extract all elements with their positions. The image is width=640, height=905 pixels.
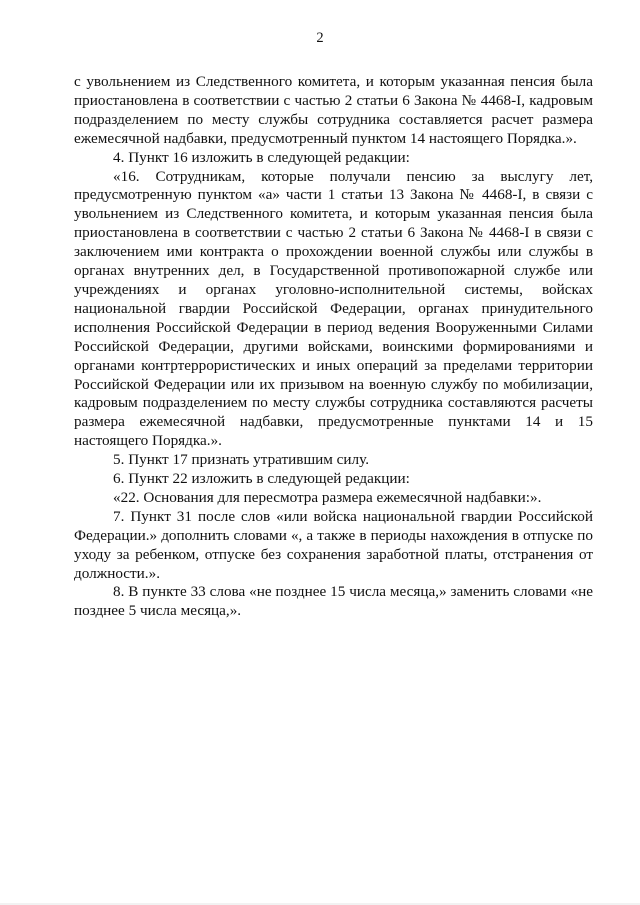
paragraph-item-7: 7. Пункт 31 после слов «или войска национальной гвардии Российской Федерации.» дополнить словами «, а также в периоды нахождения в отпуске по уходу за ребенком, отпуске без сохранения заработной платы, отстранения от должности.». — [74, 507, 593, 582]
paragraph-item-5: 5. Пункт 17 признать утратившим силу. — [113, 451, 369, 469]
document-body — [74, 73, 593, 621]
paragraph-item-4: 4. Пункт 16 изложить в следующей редакции: — [113, 148, 410, 166]
page-number: 2 — [316, 30, 324, 46]
paragraph-item-6: 6. Пункт 22 изложить в следующей редакции: — [113, 470, 410, 488]
paragraph-continuation: с увольнением из Следственного комитета, и которым указанная пенсия была приостановлена в соответствии с частью 2 статьи 6 Закона № 4468-I, кадровым подразделением по месту службы сотрудника составляется расчет размера ежемесячной надбавки, предусмотренный пунктом 14 настоящего Порядка.». — [74, 73, 593, 147]
paragraph-item-22-quote: «22. Основания для пересмотра размера ежемесячной надбавки:». — [113, 488, 542, 506]
paragraph-item-16-quote: «16. Сотрудникам, которые получали пенсию за выслугу лет, предусмотренную пунктом «а» части 1 статьи 13 Закона № 4468-I, в связи с увольнением из Следственного комитета, и которым указанная пенсия была приостановлена в соответствии с частью 2 статьи 6 Закона № 4468-I в связи с заключением ими контракта о прохождении военной службы или службы в органах внутренних дел, в Государственной противопожарной службе или учреждениях и органах уголовно-исполнительной системы, войсках национальной гвардии Российской Федерации, органах принудительного исполнения Российской Федерации в период ведения Вооруженными Силами Российской Федерации, другими войсками, воинскими формированиями и органами контртеррористических и иных операций за пределами территории Российской Федерации или их призывом на военную службу по мобилизации, кадровым подразделением по месту службы сотрудника составляются расчеты размера ежемесячной надбавки, предусмотренные пунктами 14 и 15 настоящего Порядка.». — [74, 167, 593, 450]
paragraph-item-8: 8. В пункте 33 слова «не позднее 15 числа месяца,» заменить словами «не позднее 5 числа месяца,». — [74, 583, 593, 620]
